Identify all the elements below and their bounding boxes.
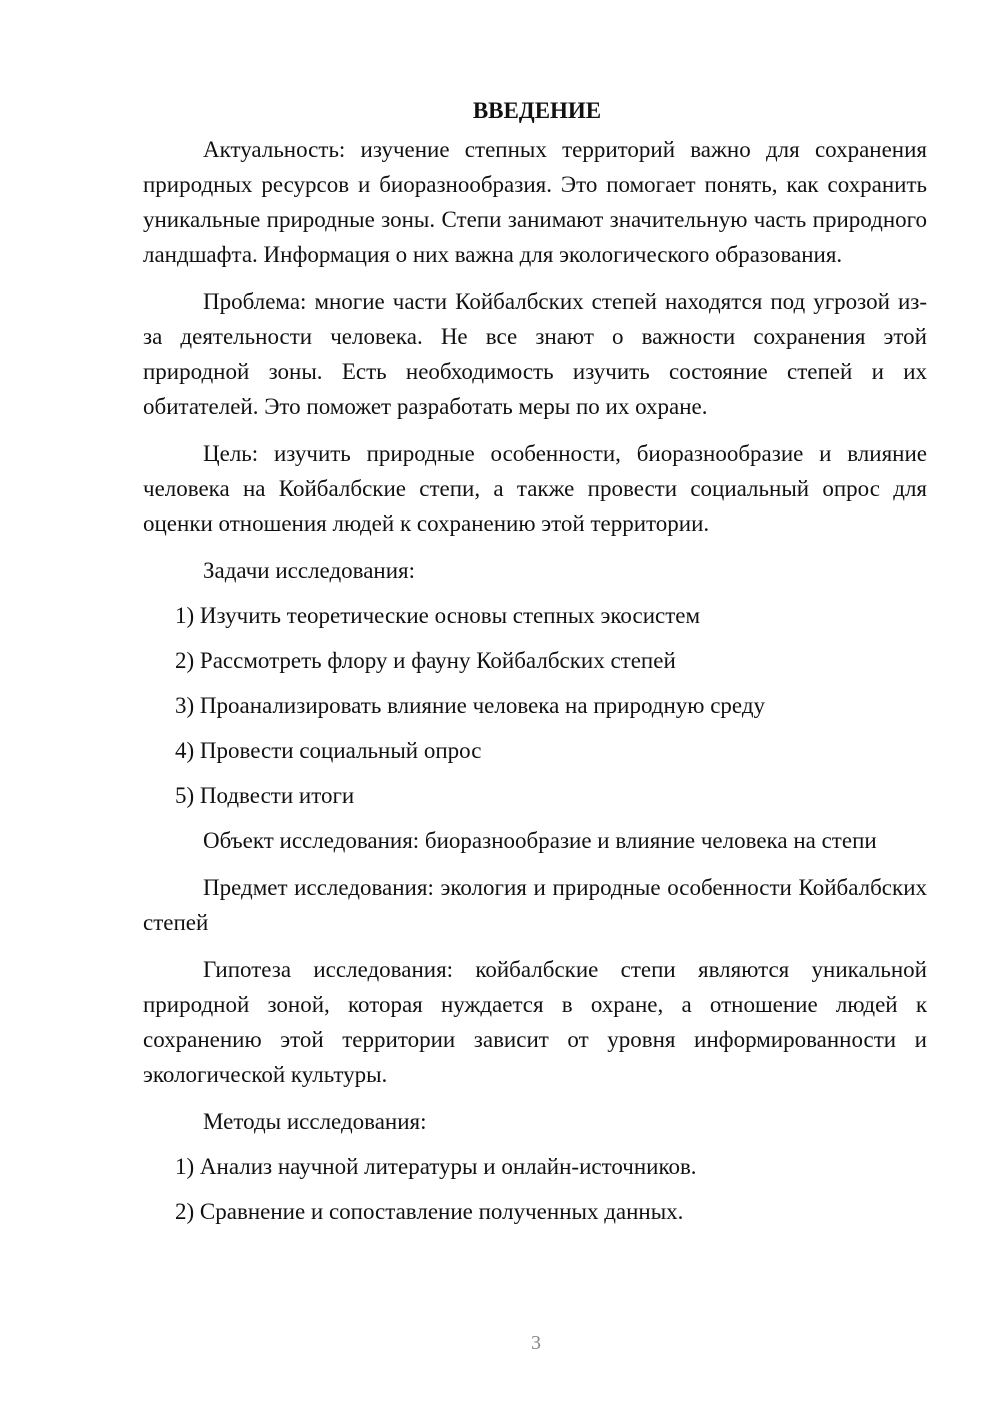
page-number: 3	[531, 1332, 541, 1354]
tasks-title: Задачи исследования:	[203, 558, 416, 583]
section-heading: ВВЕДЕНИЕ	[472, 98, 602, 123]
methods-list	[143, 1149, 927, 1229]
method-item: 2) Сравнение и сопоставление полученных данных.	[175, 1199, 684, 1224]
goal-paragraph: Цель: изучить природные особенности, биоразнообразие и влияние человека на Койбалбские степи, а также провести социальный опрос для оценки отношения людей к сохранению этой территории.	[143, 441, 927, 536]
subject-paragraph: Предмет исследования: экология и природные особенности Койбалбских степей	[143, 875, 927, 935]
page-content	[143, 93, 927, 1239]
method-item: 1) Анализ научной литературы и онлайн-источников.	[175, 1154, 697, 1179]
hypothesis-paragraph: Гипотеза исследования: койбалбские степи являются уникальной природной зоной, которая нуждается в охране, а отношение людей к сохранению этой территории зависит от уровня информированности и экологической культуры.	[143, 957, 927, 1087]
object-paragraph: Объект исследования: биоразнообразие и влияние человека на степи	[203, 828, 877, 853]
problem-paragraph: Проблема: многие части Койбалбских степей находятся под угрозой из-за деятельности человека. Не все знают о важности сохранения этой природной зоны. Есть необходимость изучить состояние степей и их обитателей. Это поможет разработать меры по их охране.	[143, 289, 927, 419]
task-item: 3) Проанализировать влияние человека на природную среду	[175, 693, 766, 718]
task-item: 4) Провести социальный опрос	[175, 738, 482, 763]
methods-title: Методы исследования:	[203, 1109, 427, 1134]
task-item: 2) Рассмотреть флору и фауну Койбалбских степей	[175, 648, 676, 673]
task-item: 1) Изучить теоретические основы степных экосистем	[175, 603, 701, 628]
relevance-paragraph: Актуальность: изучение степных территорий важно для сохранения природных ресурсов и биоразнообразия. Это помогает понять, как сохранить уникальные природные зоны. Степи занимают значительную часть природного ландшафта. Информация о них важна для экологического образования.	[143, 137, 927, 267]
task-item: 5) Подвести итоги	[175, 783, 355, 808]
tasks-list	[143, 598, 927, 813]
